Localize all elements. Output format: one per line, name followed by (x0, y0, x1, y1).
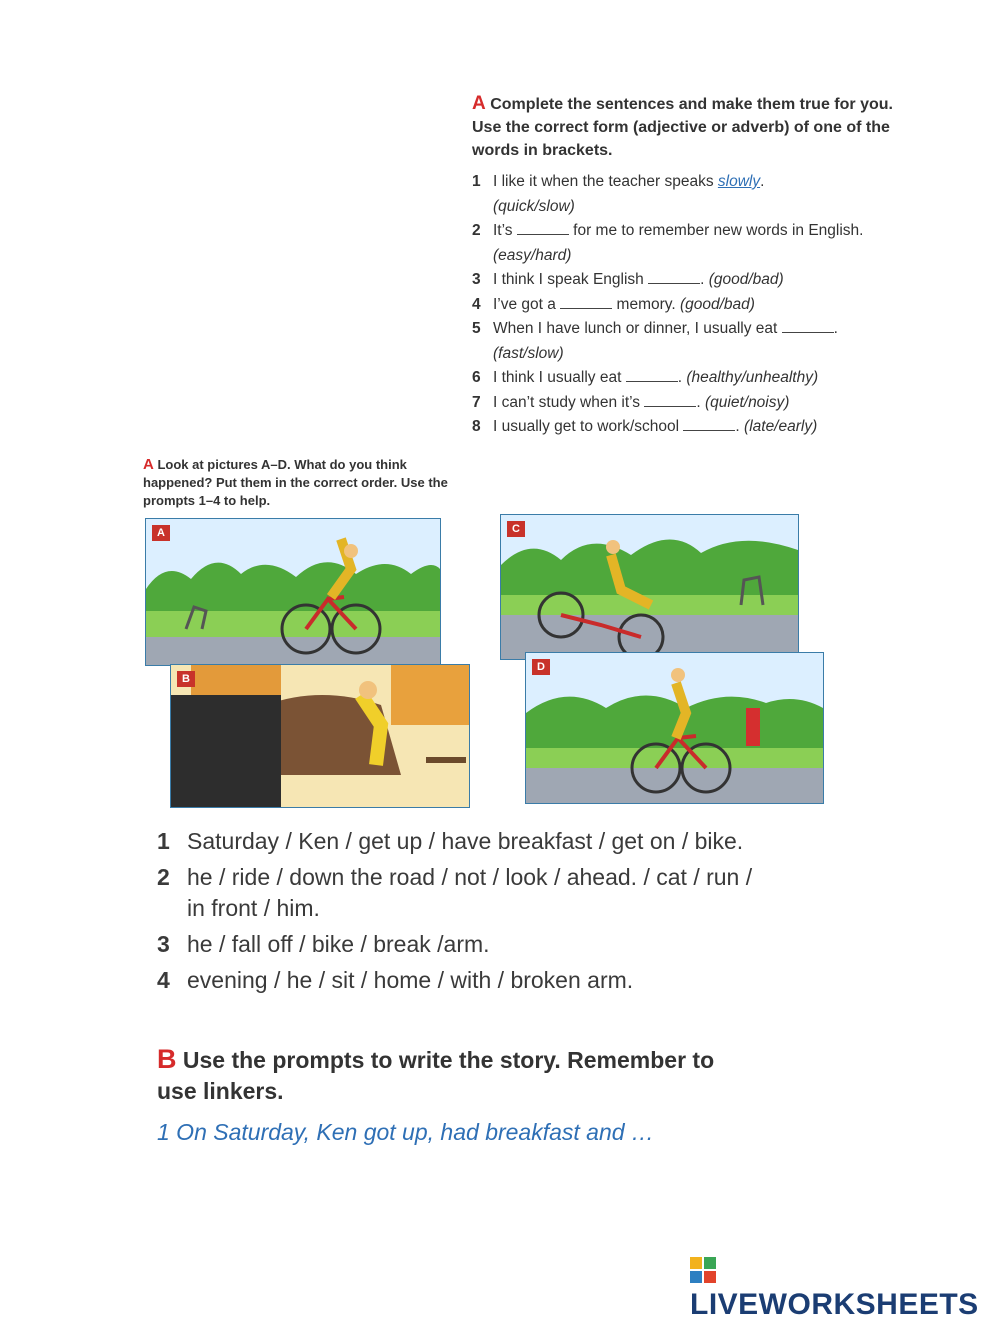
picture-a (145, 518, 441, 666)
example-answer: 1 On Saturday, Ken got up, had breakfast and … (157, 1119, 654, 1145)
sentence-item: 7 I can’t study when it’s . (quiet/noisy) (472, 393, 790, 411)
prompt-item: 4 evening / he / sit / home / with / broken arm. (157, 967, 634, 993)
sentence-item: 6 I think I usually eat . (healthy/unhealthy) (472, 369, 819, 386)
sentence-item: 4 I’ve got a memory. (good/bad) (472, 295, 755, 313)
picture-tag: C (507, 521, 525, 537)
answer-text: slowly (717, 173, 761, 190)
liveworksheets-logo: LIVEWORKSHEETS (690, 1254, 1000, 1322)
pictures-instruction: A Look at pictures A–D. What do you think happened? Put them in the correct order. Use the prompts 1–4 to help. (143, 456, 448, 508)
sentence-item: 5 When I have lunch or dinner, I usually eat . (fast/slow) (472, 320, 838, 362)
sentence-item: 8 I usually get to work/school . (late/early) (472, 418, 818, 435)
sentence-item: 1 I like it when the teacher speaks slowly. (quick/slow) (472, 173, 765, 215)
answer-gap[interactable] (683, 416, 735, 431)
exercise-a-adjectives (472, 92, 902, 440)
sentence-item: 3 I think I speak English . (good/bad) (472, 271, 784, 288)
exercise-b-instruction: B Use the prompts to write the story. Remember to use linkers. (157, 1044, 715, 1104)
exercise-letter: B (157, 1044, 177, 1074)
answer-gap[interactable] (644, 392, 696, 407)
prompt-item: 1 Saturday / Ken / get up / have breakfast / get on / bike. (157, 828, 744, 854)
exercise-letter: A (143, 456, 154, 473)
answer-gap[interactable] (560, 294, 612, 309)
sentence-item: 2 It’s for me to remember new words in English. (easy/hard) (472, 222, 864, 264)
cyclist-scene-illustration (146, 519, 440, 665)
picture-c (500, 514, 799, 660)
cyclist-fall-illustration (501, 515, 798, 659)
picture-tag: B (177, 671, 195, 687)
picture-tag: A (152, 525, 170, 541)
prompt-item: 3 he / fall off / bike / break /arm. (157, 931, 490, 957)
picture-b (170, 664, 470, 808)
prompt-list (157, 826, 757, 1001)
picture-tag: D (532, 659, 550, 675)
answer-gap[interactable] (517, 220, 569, 235)
living-room-illustration (171, 665, 469, 807)
sentence-list (472, 170, 902, 440)
answer-gap[interactable] (626, 367, 678, 382)
prompt-item: 2 he / ride / down the road / not / look / ahead. / cat / run / in front / him. (157, 864, 753, 921)
answer-gap[interactable] (648, 269, 700, 284)
logo-icon (690, 1257, 716, 1283)
cyclist-riding-illustration (526, 653, 823, 803)
answer-gap[interactable] (782, 318, 834, 333)
exercise-a-instruction: A Complete the sentences and make them true for you. Use the correct form (adjective or adverb) of one of the words in brackets. (472, 93, 893, 159)
exercise-letter: A (472, 93, 486, 114)
picture-d (525, 652, 824, 804)
